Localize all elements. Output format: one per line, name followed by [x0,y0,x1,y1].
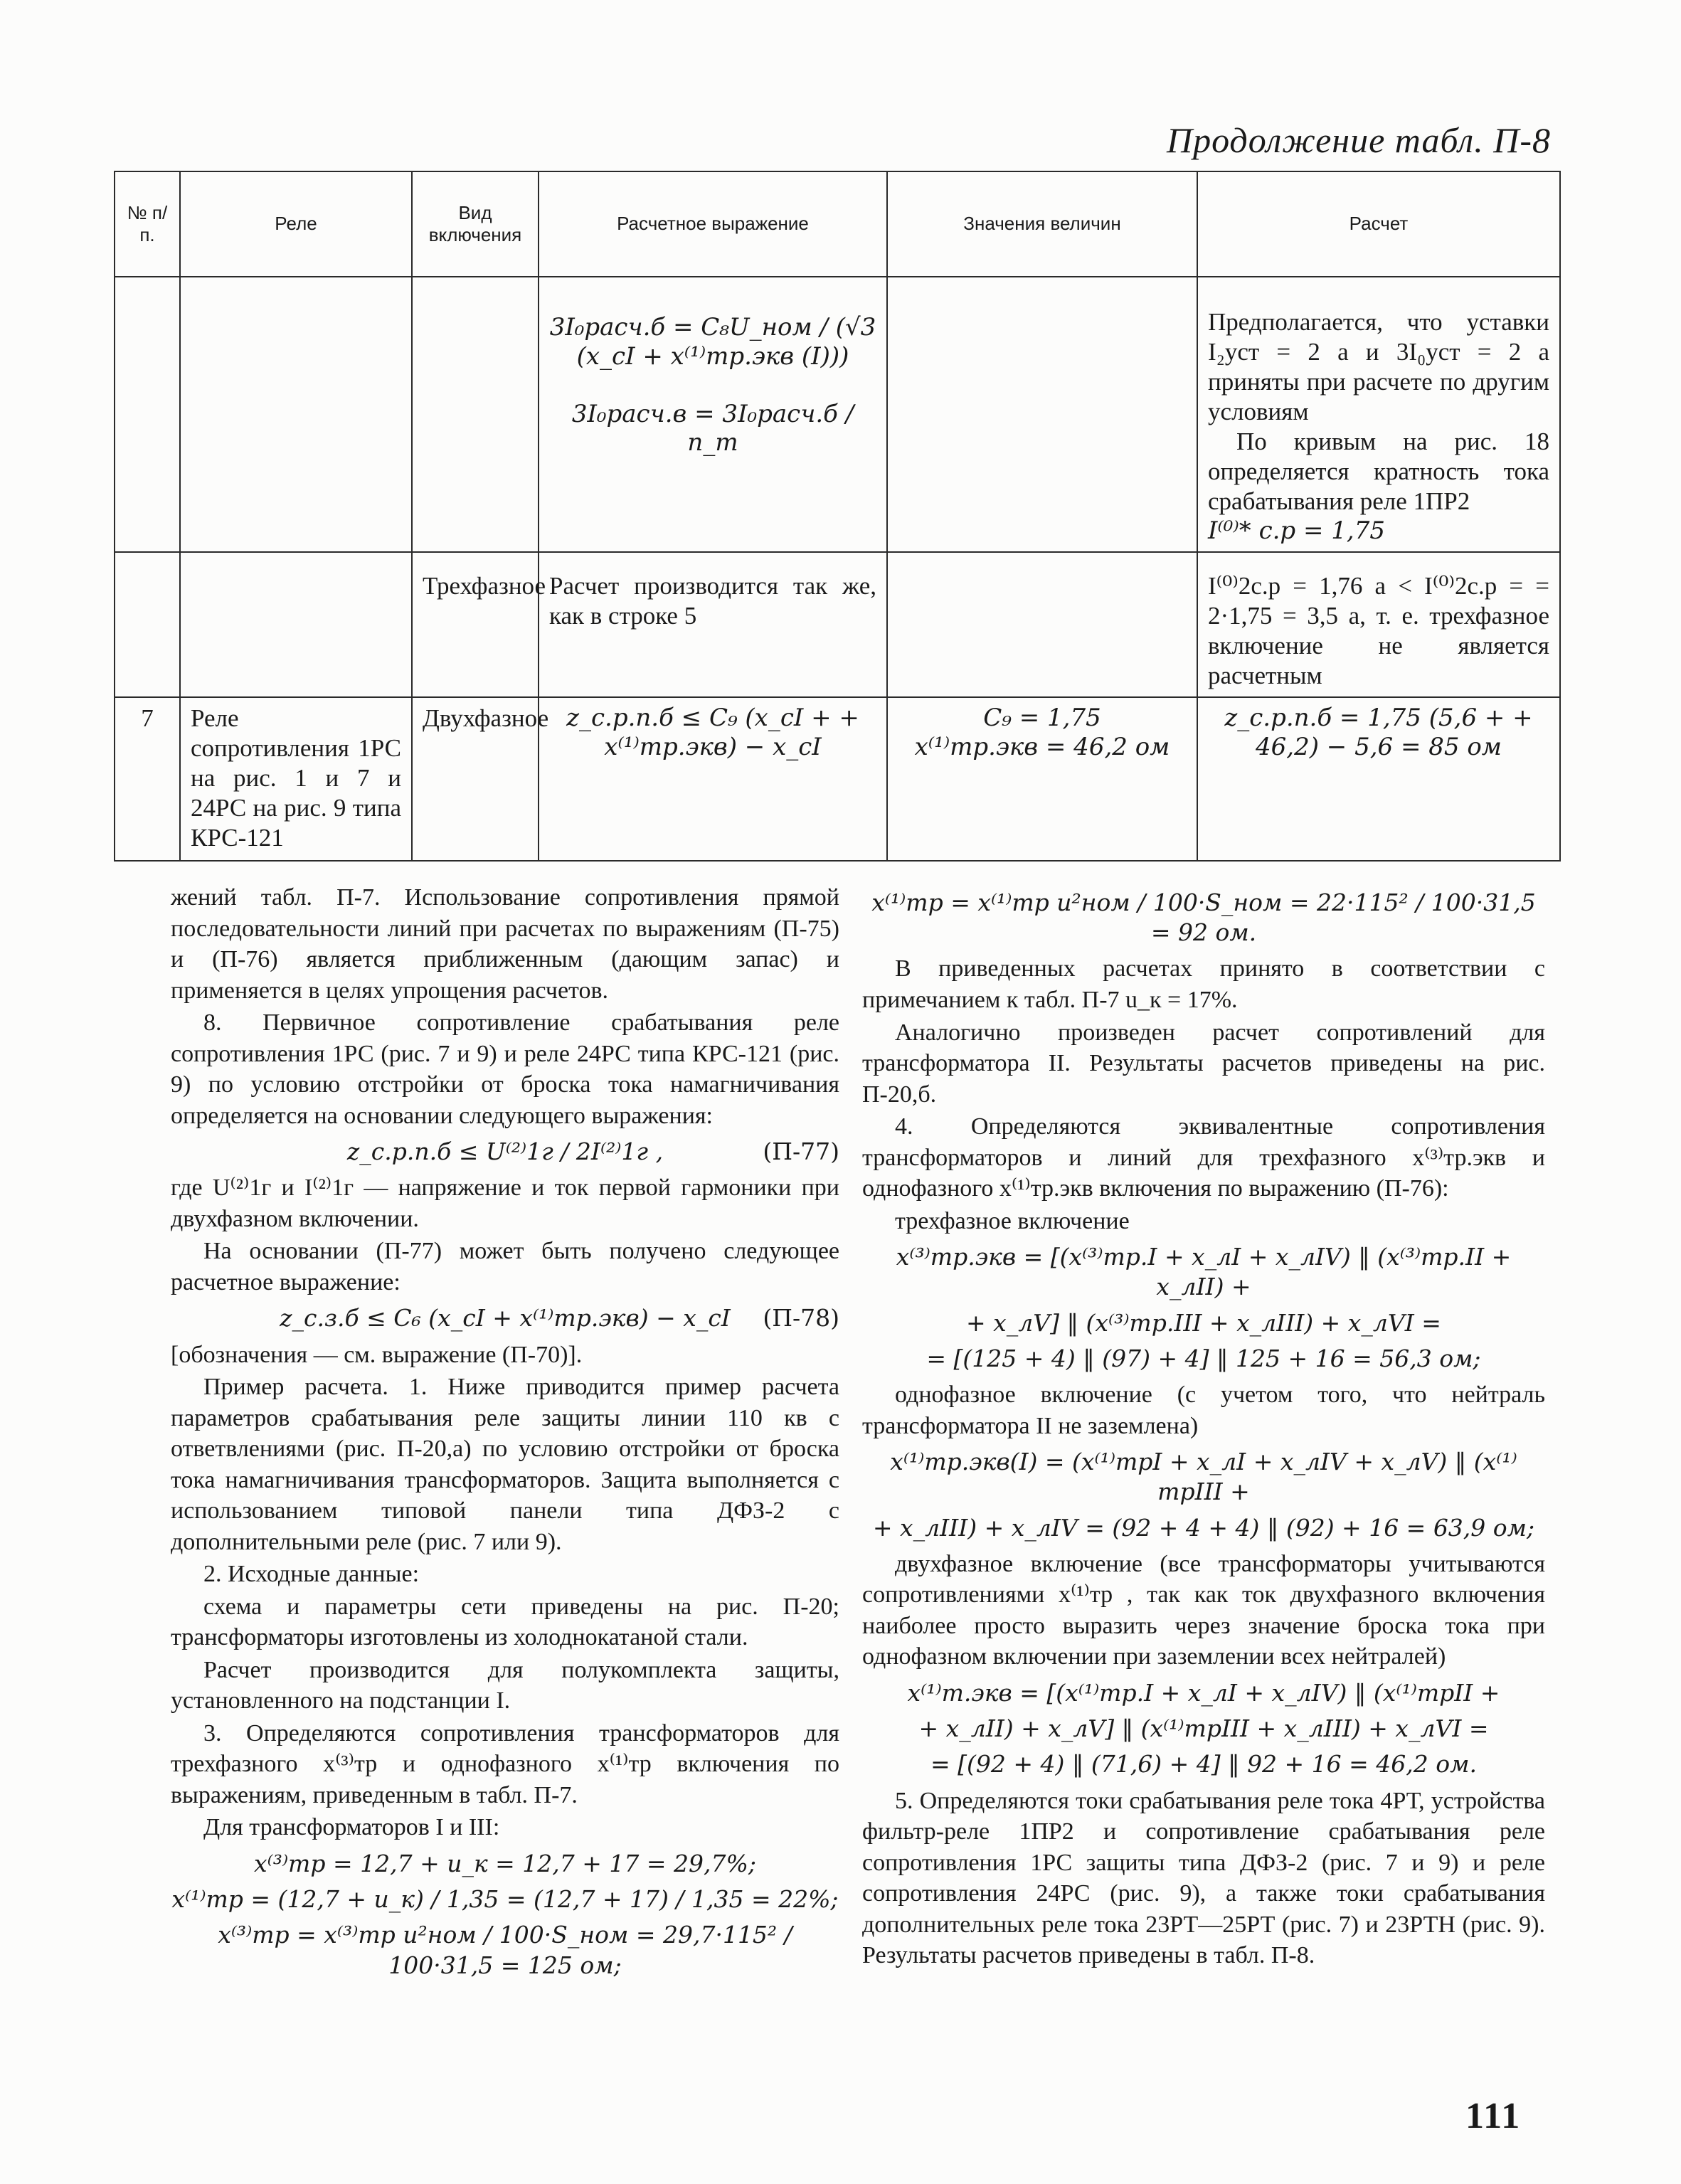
equation-p78 [171,1303,839,1333]
formula-two-phase-3: = [(92 + 4) ‖ (71,6) + 4] ‖ 92 + 16 = 46,2 ом. [930,1750,1477,1779]
left-para-4: На основании (П-77) может быть получено следующее расчетное выражение: [171,1238,839,1295]
row-7-value-x1: x⁽¹⁾тр.экв = 46,2 ом [914,732,1170,761]
left-para-11: Для трансформаторов I и III: [203,1814,500,1841]
right-text-column [862,882,1545,1973]
table-row-three-phase [115,552,1560,697]
relay-settings-table [114,171,1561,862]
equation-p77-number: (П-77) [763,1138,839,1166]
expr-three-phase: Расчет производится так же, как в строке 5 [539,552,887,697]
mode-three-phase: Трехфазное [412,552,539,697]
formula-three-phase-3: = [(125 + 4) ‖ (97) + 4] ‖ 125 + 16 = 56,3 ом; [926,1344,1481,1372]
formula-x1-percent: x⁽¹⁾тр = (12,7 + u_к) / 1,35 = (12,7 + 17) / 1,35 = 22%; [171,1885,839,1914]
table-row-continued [115,277,1560,552]
row-7-calc: z_с.р.п.б = 1,75 (5,6 + + 46,2) − 5,6 = 85 ом [1197,697,1560,861]
equation-p77 [171,1137,839,1167]
left-para-9: Расчет производится для полукомплекта защиты, установленного на подстанции I. [171,1656,839,1714]
right-para-3: 4. Определяются эквивалентные сопротивления трансформаторов и линий для трехфазного x⁽³⁾тр.экв и однофазного x⁽¹⁾тр.экв включения по выражению (П-76): [862,1113,1545,1202]
left-para-1: жений табл. П-7. Использование сопротивления прямой последовательности линий при расчетах по выражениям (П-75) и (П-76) является приближенным (дающим запас) и применяется в целях упрощения расчетов. [171,884,839,1004]
left-para-5: [обозначения — см. выражение (П-70)]. [171,1341,583,1368]
row-7-mode: Двухфазное [412,697,539,861]
calc-three-phase: I⁽⁰⁾2с.р = 1,76 а < I⁽⁰⁾2с.р = = 2·1,75 = 3,5 а, т. е. трехфазное включение не является расчетным [1197,552,1560,697]
right-para-2: Аналогично произведен расчет сопротивлений для трансформатора II. Результаты расчетов приведены на рис. П-20,б. [862,1019,1545,1108]
left-para-7: 2. Исходные данные: [203,1561,420,1588]
formula-three-phase-2: + x_лV] ‖ (x⁽³⁾тр.III + x_лIII) + x_лVI = [966,1308,1441,1337]
header-num: № п/п. [115,171,180,277]
header-mode: Вид включения [412,171,539,277]
row-7-expression: z_с.р.п.б ≤ C₉ (x_cI + + x⁽¹⁾тр.экв) − x_cI [539,697,887,861]
left-para-2: 8. Первичное сопротивление срабатывания реле сопротивления 1РС (рис. 7 и 9) и реле 24РС типа КРС-121 (рис. 9) по условию отстройки от броска тока намагничивания определяется на основании следующего выражения: [171,1009,839,1129]
left-para-3: где U⁽²⁾1г и I⁽²⁾1г — напряжение и ток первой гармоники при двухфазном включении. [171,1175,839,1232]
formula-two-phase-2: + x_лII) + x_лV] ‖ (x⁽¹⁾трIII + x_лIII) + x_лVI = [918,1714,1489,1743]
header-expression: Расчетное выражение [539,171,887,277]
row-7-value-c9: C₉ = 1,75 [983,703,1101,732]
left-para-10: 3. Определяются сопротивления трансформаторов для трехфазного x⁽³⁾тр и однофазного x⁽¹⁾тр включения по выражениям, приведенным в табл. П-7. [171,1719,839,1808]
formula-two-phase-1: x⁽¹⁾т.экв = [(x⁽¹⁾тр.I + x_лI + x_лIV) ‖ (x⁽¹⁾трII + [907,1678,1500,1707]
table-header-row [115,171,1560,277]
right-para-1: В приведенных расчетах принято в соответствии с примечанием к табл. П-7 u_к = 17%. [862,955,1545,1013]
row-7-relay: Реле сопротивления 1РС на рис. 1 и 7 и 24РС на рис. 9 типа КРС-121 [180,697,412,861]
table-row-7 [115,697,1560,861]
calc-curve-note: По кривым на рис. 18 определяется кратность тока срабатывания реле 1ПР2 [1208,428,1549,515]
formula-single-phase-1: x⁽¹⁾тр.экв(I) = (x⁽¹⁾трI + x_лI + x_лIV + x_лV) ‖ (x⁽¹⁾трIII + [890,1448,1517,1506]
header-values: Значения величин [887,171,1197,277]
header-relay: Реле [180,171,412,277]
formula-single-phase-2: + x_лIII) + x_лIV = (92 + 4 + 4) ‖ (92) + 16 = 63,9 ом; [872,1513,1535,1542]
formula-3i0-b: 3I₀расч.б = C₈U_ном / (√3 (x_cI + x⁽¹⁾тр.экв (I))) [549,313,876,371]
page-number: 111 [1465,2096,1522,2136]
formula-three-phase-1: x⁽³⁾тр.экв = [(x⁽³⁾тр.I + x_лI + x_лIV) ‖ (x⁽³⁾тр.II + x_лII) + [896,1243,1512,1301]
left-para-8: схема и параметры сети приведены на рис. П-20; трансформаторы изготовлены из холоднокатаной стали. [171,1593,839,1651]
calc-assumption: Предполагается, что уставки I₂уст = 2 а и 3I₀уст = 2 а приняты при расчете по другим условиям [1208,308,1549,425]
right-para-5: однофазное включение (с учетом того, что нейтраль трансформатора II не заземлена) [862,1382,1545,1439]
right-para-4: трехфазное включение [895,1207,1130,1234]
formula-x1-ohm: x⁽¹⁾тр = x⁽¹⁾тр u²ном / 100·S_ном = 22·115² / 100·31,5 = 92 ом. [871,889,1536,947]
left-para-6: Пример расчета. 1. Ниже приводится пример расчета параметров срабатывания реле защиты линии 110 кв с ответвлениями (рис. П-20,а) по условию отстройки от броска тока намагничивания трансформаторов. Защита выполняется с использованием типовой панели типа ДФЗ-2 с дополнительными реле (рис. 7 или 9). [171,1374,839,1555]
left-text-column [171,882,839,1986]
table-caption: Продолжение табл. П-8 [1166,120,1551,160]
equation-p78-number: (П-78) [763,1304,839,1332]
right-para-7: 5. Определяются токи срабатывания реле тока 4РТ, устройства фильтр-реле 1ПР2 и сопротивление срабатывания реле сопротивления 1РС защиты типа ДФЗ-2 (рис. 7 и 9) и реле сопротивления 24РС (рис. 9), а также токи срабатывания дополнительных реле тока 23РТ—25РТ (рис. 7) и 23РТН (рис. 9). Результаты расчетов приведены в табл. П-8. [862,1787,1545,1969]
calc-multiplicity: I⁽⁰⁾* с.р = 1,75 [1208,516,1385,545]
formula-x3-ohm: x⁽³⁾тр = x⁽³⁾тр u²ном / 100·S_ном = 29,7·115² / 100·31,5 = 125 ом; [218,1921,792,1979]
equation-p78-body: z_с.з.б ≤ C₆ (x_cI + x⁽¹⁾тр.экв) − x_cI [280,1304,731,1332]
equation-p77-body: z_с.р.п.б ≤ U⁽²⁾1г / 2I⁽²⁾1г , [346,1138,664,1166]
formula-x3-percent: x⁽³⁾тр = 12,7 + u_к = 12,7 + 17 = 29,7%; [254,1849,756,1877]
right-para-6: двухфазное включение (все трансформаторы учитываются сопротивлениями x⁽¹⁾тр , так как ток двухфазного включения наиболее просто выразить через значение броска тока при однофазном включении при заземлении всех нейтралей) [862,1550,1545,1670]
formula-3i0-v: 3I₀расч.в = 3I₀расч.б / n_т [571,399,854,457]
row-7-number: 7 [115,697,180,861]
header-calc: Расчет [1197,171,1560,277]
